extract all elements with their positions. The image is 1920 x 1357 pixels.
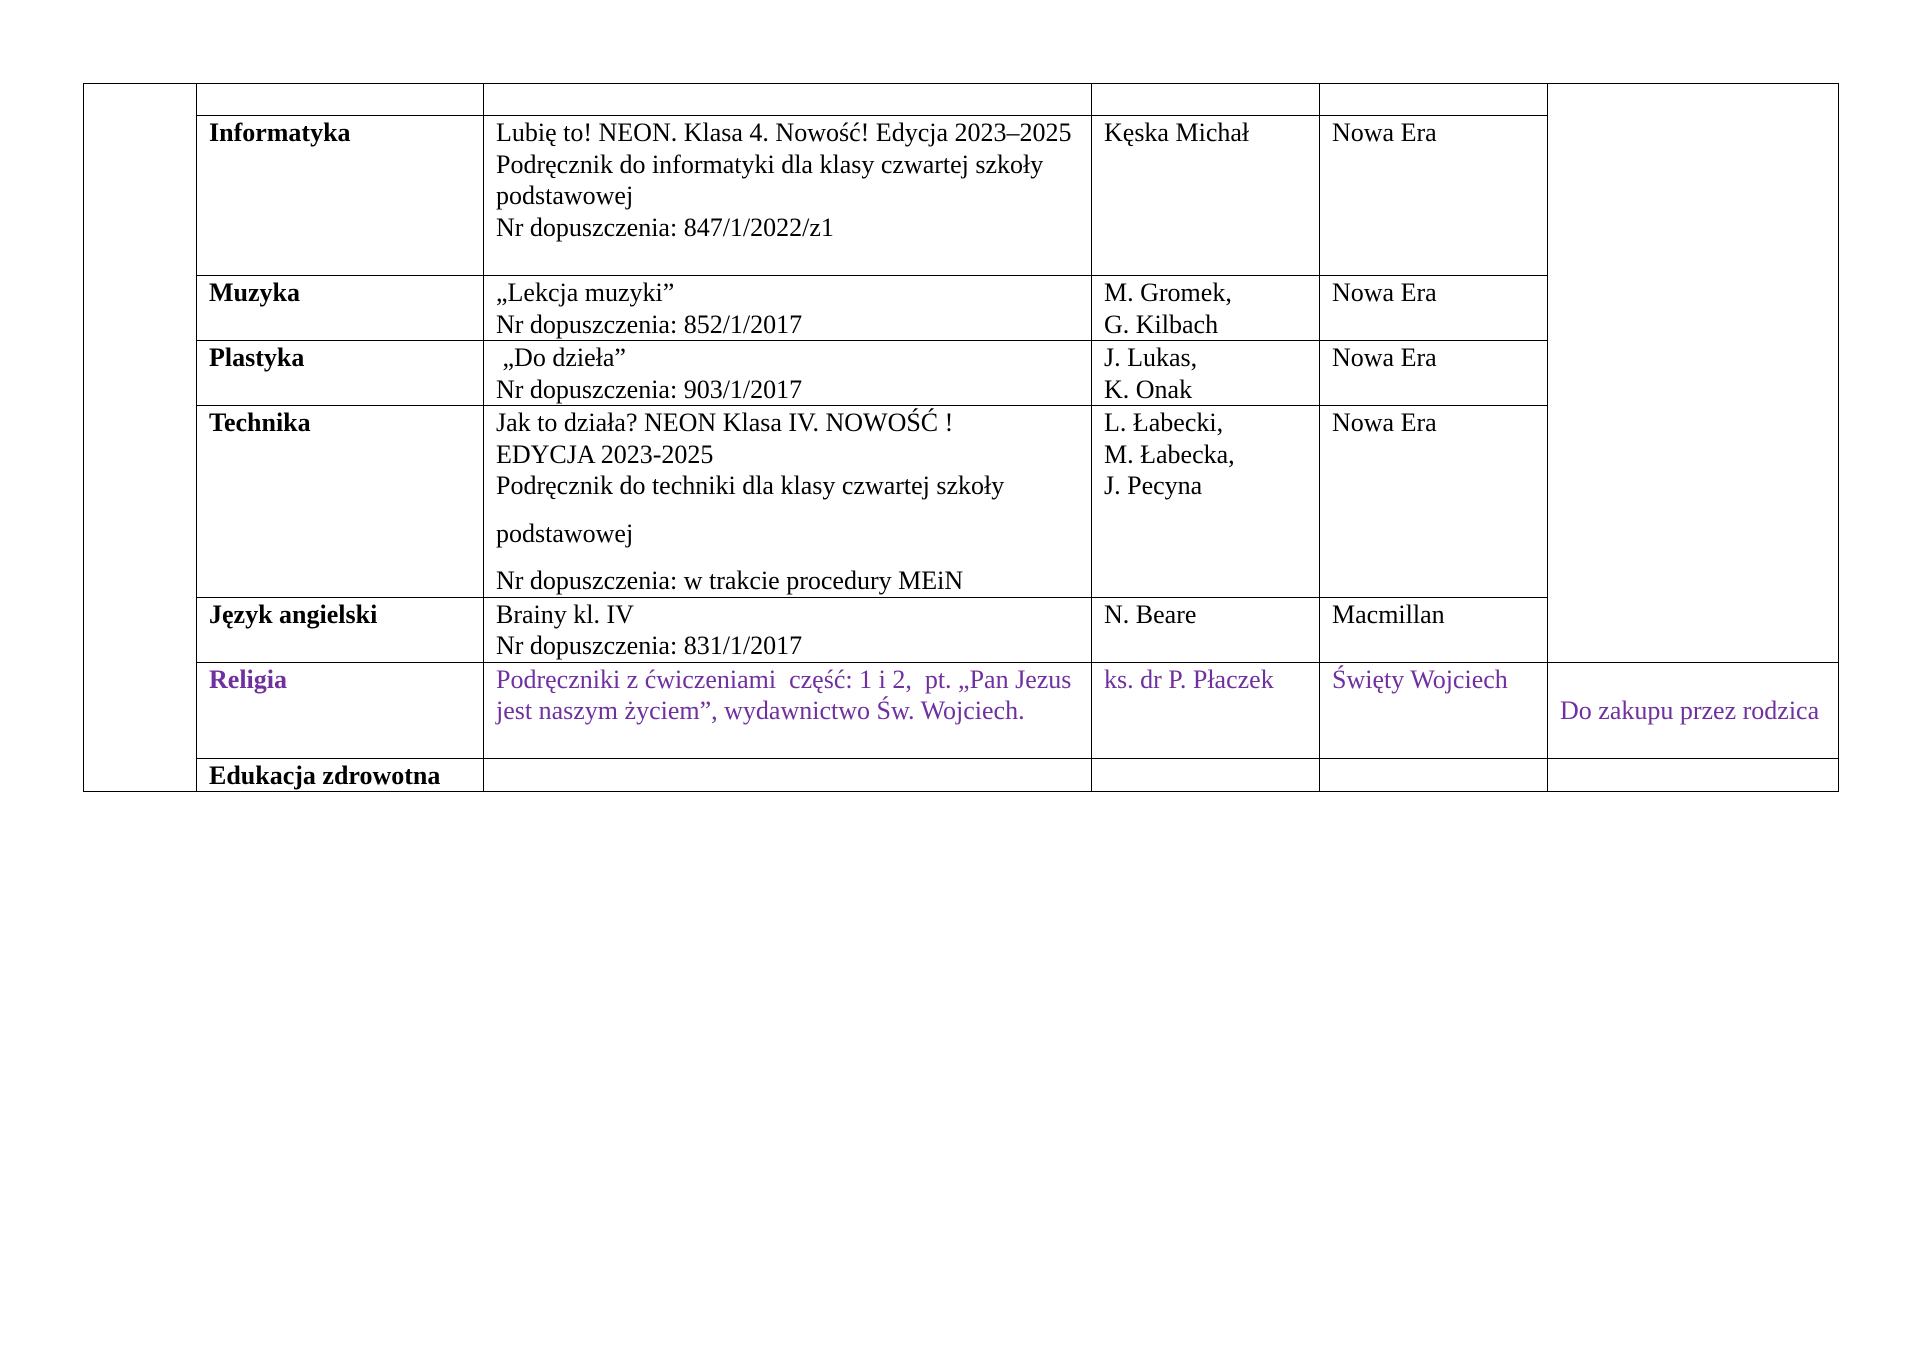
title-cell: Podręczniki z ćwiczeniami część: 1 i 2, pt. „Pan Jezus jest naszym życiem”, wydawnictwo Św. Wojciech. — [484, 662, 1092, 758]
subject-cell: Plastyka — [197, 341, 484, 406]
publisher-cell: Nowa Era — [1320, 341, 1548, 406]
subject-cell: Religia — [197, 662, 484, 758]
subject-cell — [197, 84, 484, 116]
grade-column-cell — [84, 84, 197, 792]
publisher-cell: Nowa Era — [1320, 116, 1548, 276]
subject-cell: Muzyka — [197, 276, 484, 341]
title-cell: Lubię to! NEON. Klasa 4. Nowość! Edycja 2023–2025 Podręcznik do informatyki dla klasy czwartej szkoły podstawowej Nr dopuszczenia: 847/1/2022/z1 — [484, 116, 1092, 276]
title-cell: „Do dzieła” Nr dopuszczenia: 903/1/2017 — [484, 341, 1092, 406]
note-cell — [1548, 758, 1839, 792]
publisher-cell: Macmillan — [1320, 597, 1548, 662]
title-cell: „Lekcja muzyki” Nr dopuszczenia: 852/1/2017 — [484, 276, 1092, 341]
textbook-table — [83, 83, 1839, 792]
table-row — [84, 662, 1839, 758]
title-cell — [484, 84, 1092, 116]
authors-cell — [1092, 758, 1320, 792]
publisher-cell: Święty Wojciech — [1320, 662, 1548, 758]
table-row — [84, 758, 1839, 792]
title-cell — [484, 758, 1092, 792]
authors-cell: J. Lukas, K. Onak — [1092, 341, 1320, 406]
title-cell: Brainy kl. IV Nr dopuszczenia: 831/1/2017 — [484, 597, 1092, 662]
subject-cell: Język angielski — [197, 597, 484, 662]
subject-cell: Technika — [197, 406, 484, 598]
publisher-cell — [1320, 758, 1548, 792]
authors-cell — [1092, 84, 1320, 116]
authors-cell: ks. dr P. Płaczek — [1092, 662, 1320, 758]
subject-cell: Informatyka — [197, 116, 484, 276]
authors-cell: Kęska Michał — [1092, 116, 1320, 276]
title-cell: Jak to działa? NEON Klasa IV. NOWOŚĆ ! EDYCJA 2023-2025 Podręcznik do techniki dla klasy czwartej szkoły podstawowej Nr dopuszczenia: w trakcie procedury MEiN — [484, 406, 1092, 598]
note-cell-merged — [1548, 84, 1839, 663]
authors-cell: L. Łabecki, M. Łabecka, J. Pecyna — [1092, 406, 1320, 598]
authors-cell: N. Beare — [1092, 597, 1320, 662]
subject-cell: Edukacja zdrowotna — [197, 758, 484, 792]
publisher-cell — [1320, 84, 1548, 116]
table-row — [84, 84, 1839, 116]
publisher-cell: Nowa Era — [1320, 406, 1548, 598]
publisher-cell: Nowa Era — [1320, 276, 1548, 341]
authors-cell: M. Gromek, G. Kilbach — [1092, 276, 1320, 341]
note-cell: Do zakupu przez rodzica — [1548, 662, 1839, 758]
